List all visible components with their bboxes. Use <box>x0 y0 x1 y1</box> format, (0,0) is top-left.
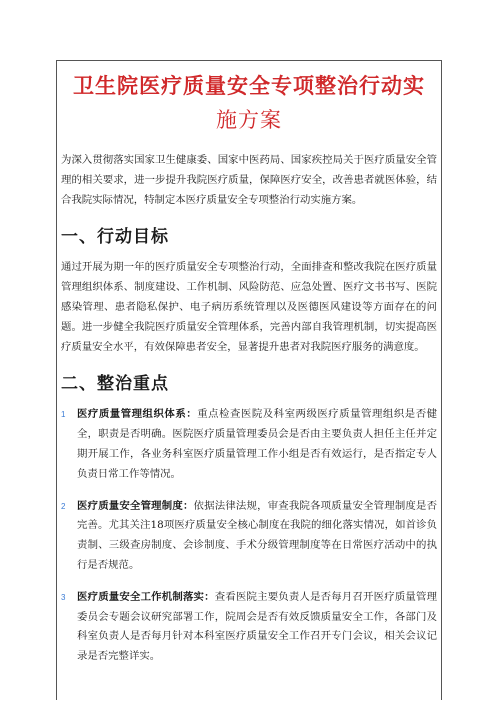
document-title: 卫生院医疗质量安全专项整治行动实 <box>73 73 425 98</box>
document-title-line2: 施方案 <box>216 108 282 132</box>
list-item-title: 医疗质量管理组织体系： <box>77 408 198 421</box>
goals-paragraph: 通过开展为期一年的医疗质量安全专项整治行动，全面排查和整改我院在医疗质量管理组织体系、制度建设、工作机制、风险防范、应急处置、医疗文书书写、医院感染管理、患者隐私保护、电子病历系统管理以及医德医风建设等方面存在的问题。进一步健全我院医疗质量安全管理体系，完善内部自我管理机制，切实提高医疗质量安全水平，有效保障患者安全，显著提升患者对我院医疗服务的满意度。 <box>61 261 437 353</box>
list-item-number: 3 <box>61 592 66 602</box>
document-page <box>56 60 442 700</box>
focus-list-item <box>57 497 441 576</box>
list-item-text: 依据法律法规，审查我院各项质量安全管理制度是否完善。尤其关注18项医疗质量安全核心制度在我院的细化落实情况，如首诊负责制、三级查房制度、会诊制度、手术分级管理制度等在日常医疗活动中的执行是否规范。 <box>77 499 438 571</box>
focus-list-item <box>57 588 441 667</box>
section-heading-focus: 二、整治重点 <box>61 374 169 395</box>
section-heading-goals: 一、行动目标 <box>61 227 169 248</box>
list-item-text: 重点检查医院及科室两级医疗质量管理组织是否健全，职责是否明确。医院医疗质量管理委员会是否由主要负责人担任主任并定期开展工作，各业务科室医疗质量管理工作小组是否有效运行，是否指定专人负责日常工作等情况。 <box>77 408 438 480</box>
focus-list-item <box>57 405 441 484</box>
list-item-text: 查看医院主要负责人是否每月召开医疗质量管理委员会专题会议研究部署工作，院周会是否有效反馈质量安全工作，各部门及科室负责人是否每月针对本科室医疗质量安全工作召开专门会议，相关会议记录是否完整详实。 <box>77 590 438 663</box>
list-item-number: 2 <box>61 501 66 511</box>
intro-paragraph: 为深入贯彻落实国家卫生健康委、国家中医药局、国家疾控局关于医疗质量安全管理的相关要求，进一步提升我院医疗质量，保障医疗安全，改善患者就医体验，结合我院实际情况，特制定本医疗质量安全专项整治行动实施方案。 <box>61 154 437 206</box>
list-item-title: 医疗质量安全管理制度： <box>77 499 194 512</box>
list-item-number: 1 <box>61 410 66 420</box>
list-item-title: 医疗质量安全工作机制落实： <box>77 590 215 603</box>
